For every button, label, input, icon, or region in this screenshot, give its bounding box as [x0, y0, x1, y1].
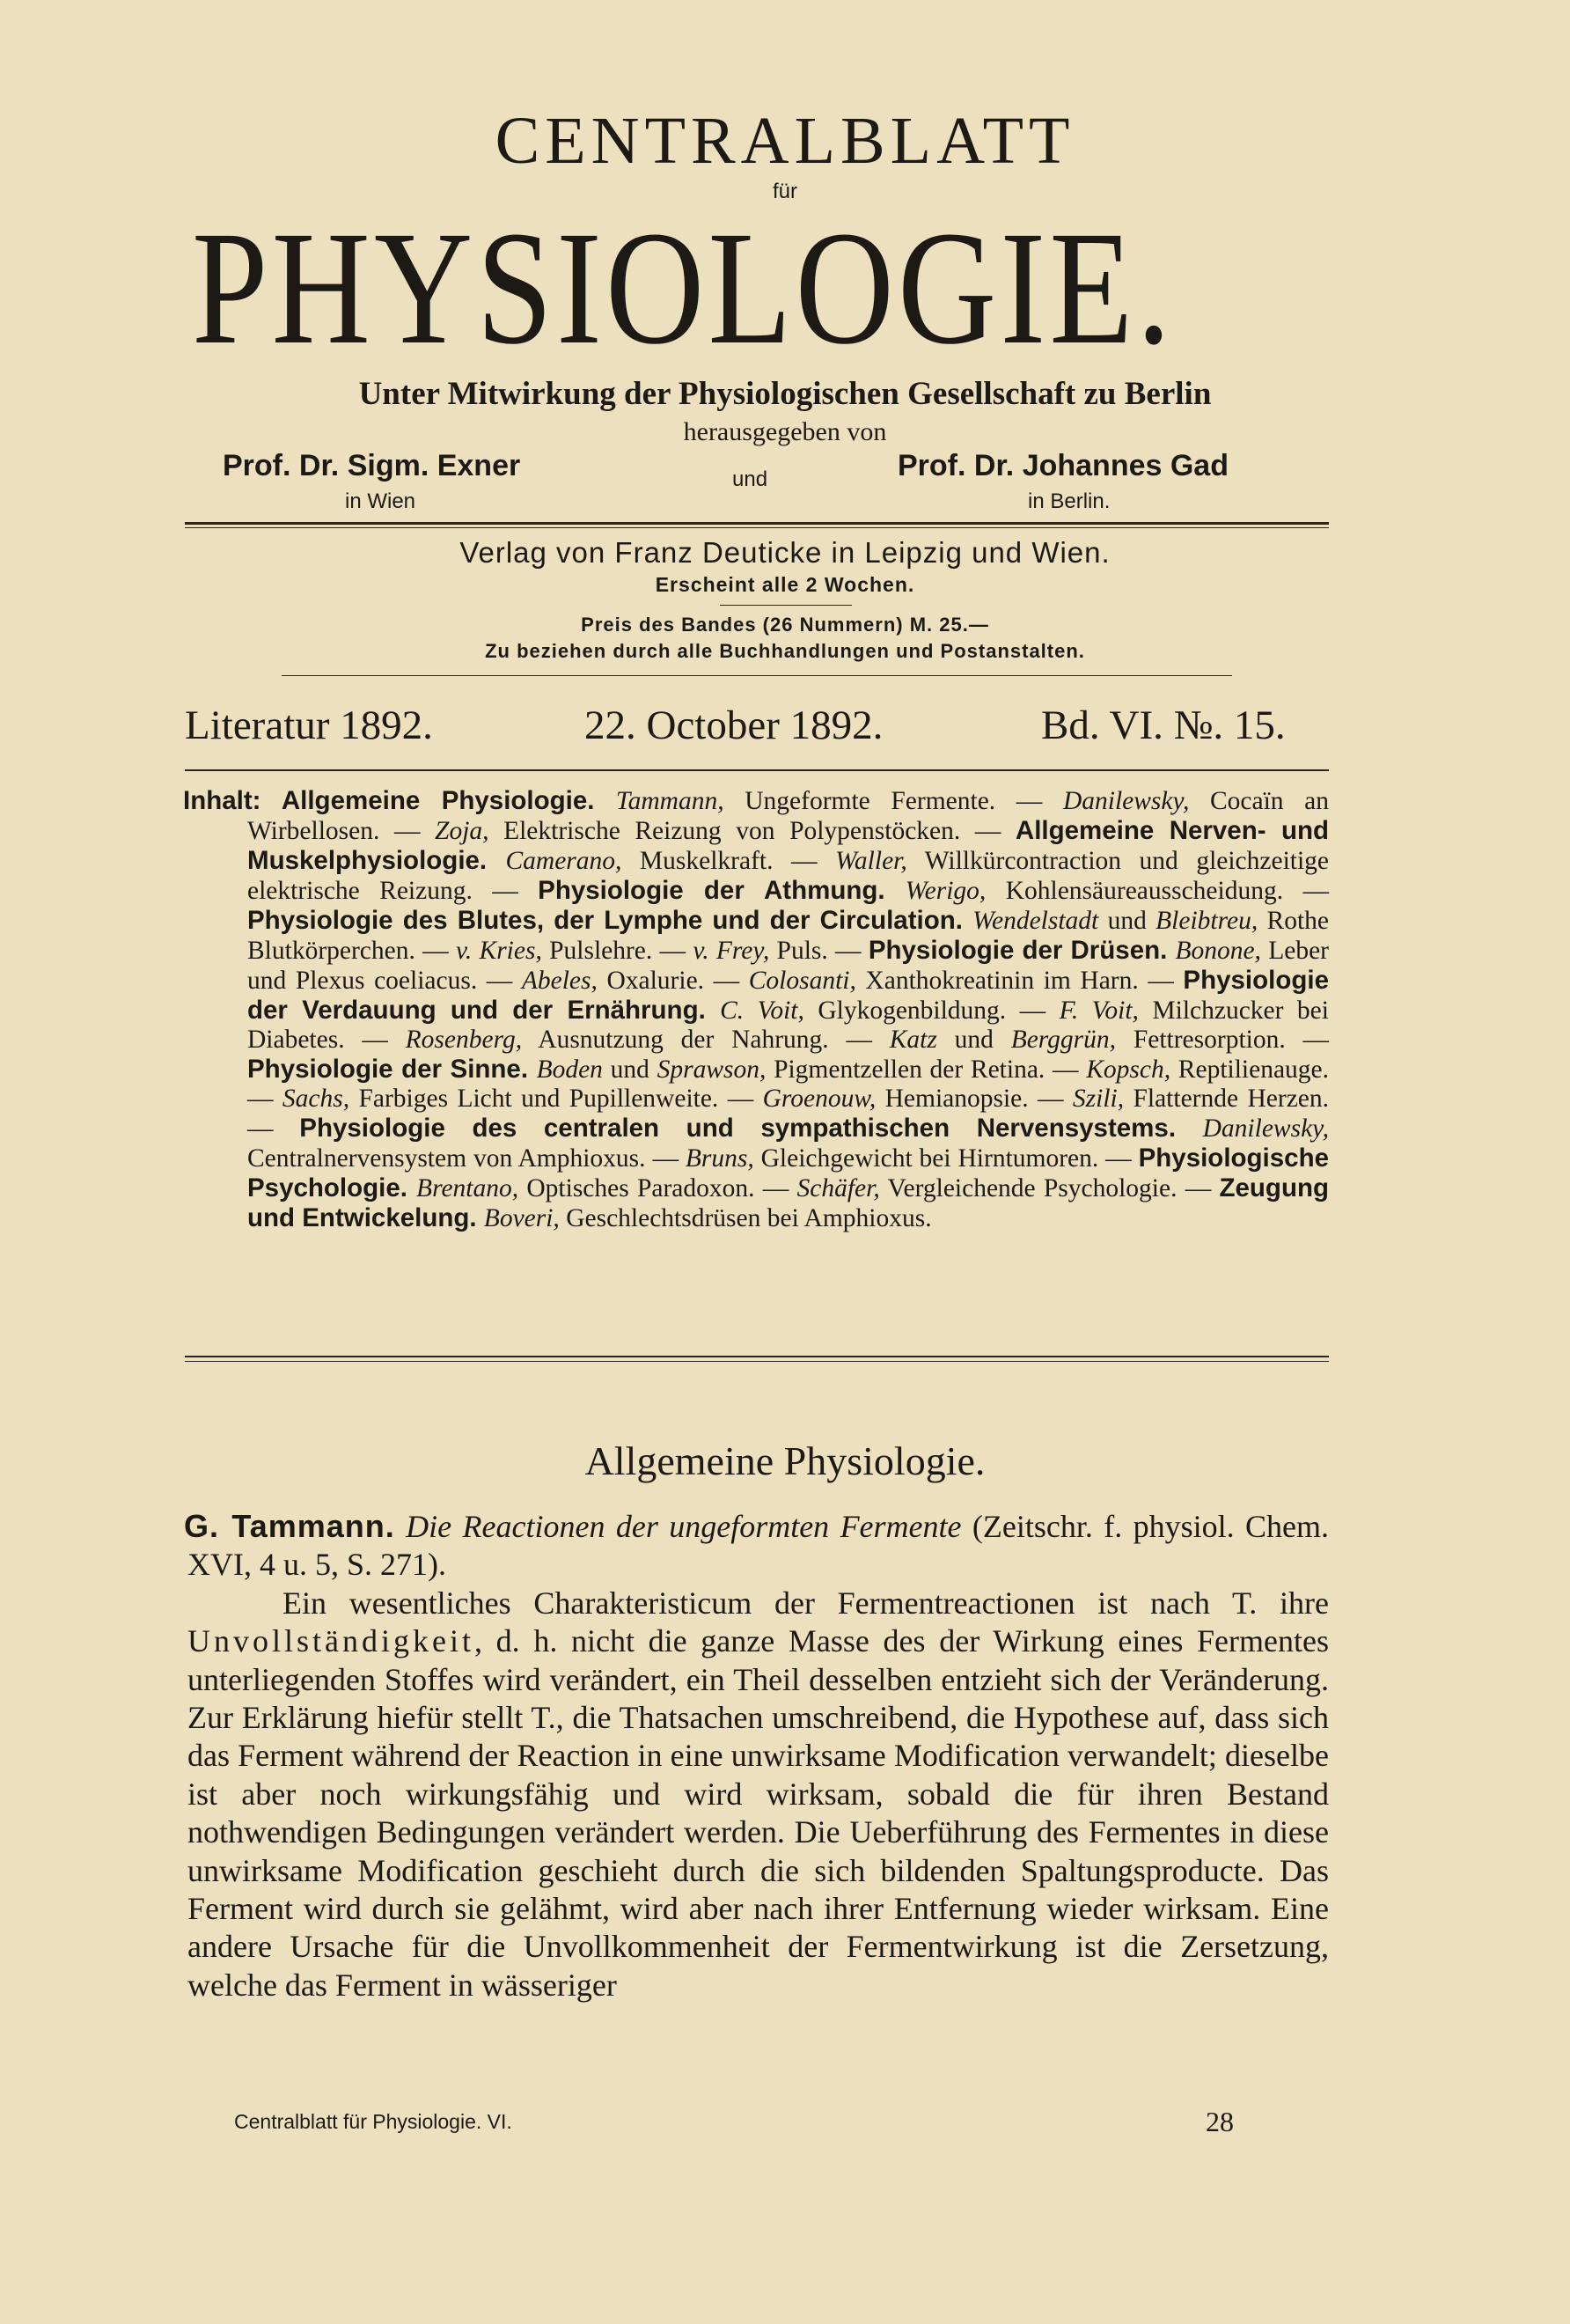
contents-text: und — [1098, 907, 1156, 935]
publisher-rule — [720, 605, 852, 606]
contents-text: Kohlensäureausscheidung. — — [986, 877, 1329, 905]
contents-text: und — [602, 1055, 657, 1084]
contents-section-name: Physiologie des Blutes, der Lymphe und der Circulation. — [247, 906, 973, 935]
und-label: und — [732, 467, 768, 491]
journal-line1: CENTRALBLATT — [495, 104, 1075, 178]
contents-section-name: Zeugung und Entwickelung. — [247, 1173, 1330, 1232]
contents-section-name: Allgemeine Nerven- und Muskelphysiologie. — [247, 816, 1330, 875]
masthead-rule-2 — [185, 527, 1329, 528]
contents-text: Xanthokreatinin im Harn. — — [855, 967, 1184, 995]
contents-text: Leber und Plexus coeliacus. — — [247, 937, 1330, 995]
publication-frequency: Erscheint alle 2 Wochen. — [655, 573, 915, 596]
journal-title — [192, 201, 1336, 377]
article-author: G. Tammann. — [184, 1508, 395, 1544]
editor2-place: in Berlin. — [1028, 489, 1111, 513]
contents-text: Farbiges Licht und Pupillenweite. — — [349, 1085, 763, 1113]
contents-author: Katz — [889, 1026, 937, 1054]
issue-rule — [185, 769, 1329, 771]
contents-author: Szili, — [1072, 1085, 1125, 1113]
publisher-line: Verlag von Franz Deuticke in Leipzig und Wien. — [459, 536, 1111, 569]
editors-intro: herausgegeben von — [683, 417, 887, 446]
contents-text: Hemianopsie. — — [876, 1085, 1073, 1113]
contents-text: Ausnutzung der Nahrung. — — [522, 1026, 890, 1054]
contents-author: Kopsch, — [1086, 1055, 1171, 1084]
article-emphasis: Unvollständigkeit — [187, 1623, 474, 1659]
contents-text: Rothe Blutkörperchen. — — [247, 907, 1330, 965]
contents-text: und — [936, 1026, 1011, 1054]
contents-text: Glykogenbildung. — — [803, 997, 1060, 1025]
contents-author: Camerano, — [505, 847, 622, 875]
contents-rule-1 — [185, 1356, 1329, 1357]
article-body — [184, 1507, 1330, 2004]
publisher-rule-bottom — [282, 675, 1232, 676]
contents-author: Danilewsky, — [1202, 1114, 1330, 1143]
contents-author: Bleibtreu, — [1155, 907, 1258, 935]
contents-author: Rosenberg, — [405, 1026, 523, 1054]
contents-rule-2 — [185, 1361, 1329, 1362]
section-heading: Allgemeine Physiologie. — [584, 1438, 986, 1483]
contents-text: Muskelkraft. — — [621, 847, 836, 875]
contents-author: Abeles, — [521, 967, 598, 995]
contents-paragraph — [183, 786, 1329, 1233]
article-text-b: , d. h. nicht die ganze Masse des der Wirkung eines Fermentes unterliegenden Stoffes wird verändert, ein Theil desselben entzieht sich der Veränderung. Zur Erklärung hiefür stellt T., die Thatsachen umschreibend, die Hypothese auf, dass sich das Ferment während der Reaction in eine unwirksame Modification verwandelt; dieselbe ist aber noch wirkungsfähig und wird wirksam, sobald die für ihren Bestand nothwendigen Bedingungen verändert werden. Die Ueberführung des Fermentes in diese unwirksame Modification geschieht durch die sich bildenden Spaltungsproducte. Das Ferment wird durch sie gelähmt, wird aber nach ihrer Entfernung wieder wirksam. Eine andere Ursache für die Unvollkommenheit der Fermentwirkung ist die Zersetzung, welche das Ferment in wässeriger — [187, 1623, 1329, 2003]
contents-label: Inhalt: — [183, 786, 261, 815]
fur-label: für — [772, 180, 797, 203]
contents-author: Brentano, — [416, 1174, 519, 1202]
editor2-name: Prof. Dr. Johannes Gad — [898, 449, 1229, 482]
masthead-subtitle: Unter Mitwirkung der Physiologischen Gesellschaft zu Berlin — [358, 376, 1212, 412]
contents-section-name: Physiologie der Athmung. — [538, 876, 906, 905]
contents-text: Puls. — — [769, 937, 869, 965]
issue-date: 22. October 1892. — [584, 702, 884, 748]
contents-section-name: Physiologische Psychologie. — [247, 1144, 1329, 1202]
contents-author: Boveri, — [483, 1204, 560, 1232]
contents-text: Pulslehre. — — [541, 937, 693, 965]
editor1-place: in Wien — [345, 489, 416, 513]
issue-volume: Bd. VI. №. 15. — [1041, 702, 1286, 748]
contents-author: Sachs, — [282, 1085, 350, 1113]
contents-text: Milchzucker bei Diabetes. — — [247, 997, 1329, 1054]
contents-entries — [247, 787, 1329, 1232]
contents-text: Oxalurie. — — [597, 967, 749, 995]
contents-section-name: Physiologie der Sinne. — [247, 1055, 537, 1084]
price-line: Preis des Bandes (26 Nummern) M. 25.— — [581, 614, 989, 636]
contents-author: Colosanti, — [748, 967, 856, 995]
contents-author: Schäfer, — [796, 1174, 880, 1202]
contents-text: Reptilienauge. — — [247, 1055, 1330, 1113]
article-citation — [184, 1507, 1330, 1585]
page-number: 28 — [1206, 2106, 1234, 2137]
issue-literatur: Literatur 1892. — [185, 702, 433, 748]
contents-section-name: Physiologie des centralen und sympathischen Nervensystems. — [299, 1114, 1203, 1143]
contents-text: Flatternde Herzen. — — [247, 1085, 1330, 1143]
contents-text: Elektrische Reizung von Polypenstöcken. — — [488, 817, 1016, 845]
contents-text: Pigmentzellen der Retina. — — [766, 1055, 1087, 1084]
article-title: Die Reactionen der ungeformten Fermente — [406, 1509, 962, 1544]
contents-text: Centralnervensystem von Amphioxus. — — [247, 1144, 686, 1173]
journal-title-text: PHYSIOLOGIE. — [192, 201, 1175, 377]
contents-text: Willkürcontraction und gleichzeitige elektrische Reizung. — — [247, 847, 1330, 905]
contents-author: F. Voit, — [1059, 997, 1139, 1025]
contents-author: Zoja, — [435, 817, 489, 845]
contents-section-name: Physiologie der Verdauung und der Ernährung. — [247, 966, 1329, 1025]
masthead-rule-1 — [185, 522, 1329, 525]
contents-text: Geschlechtsdrüsen bei Amphioxus. — [559, 1204, 932, 1232]
contents-text: Gleichgewicht bei Hirntumoren. — — [753, 1144, 1139, 1173]
contents-text: Fettresorption. — — [1116, 1026, 1329, 1054]
contents-author: Berggrün, — [1010, 1026, 1117, 1054]
contents-author: Waller, — [835, 847, 907, 875]
contents-author: Bonone, — [1175, 937, 1261, 965]
contents-author: Boden — [536, 1055, 603, 1084]
contents-author: Sprawson, — [657, 1055, 767, 1084]
contents-text: Vergleichende Psychologie. — — [879, 1174, 1220, 1202]
article-paragraph — [187, 1585, 1329, 2004]
contents-author: Wendelstadt — [972, 907, 1099, 935]
contents-author: Danilewsky, — [1062, 787, 1190, 815]
contents-author: v. Frey, — [693, 937, 770, 965]
contents-author: Bruns, — [685, 1144, 754, 1173]
contents-block — [183, 786, 1329, 1233]
footer-journal: Centralblatt für Physiologie. VI. — [234, 2110, 512, 2133]
contents-author: C. Voit, — [720, 997, 804, 1025]
contents-section-name: Allgemeine Physiologie. — [260, 786, 616, 815]
contents-text: Optisches Paradoxon. — — [518, 1174, 797, 1202]
contents-author: Werigo, — [905, 877, 987, 905]
contents-section-name: Physiologie der Drüsen. — [868, 936, 1176, 965]
contents-author: Groenouw, — [762, 1085, 877, 1113]
editor1-name: Prof. Dr. Sigm. Exner — [223, 449, 521, 482]
contents-author: v. Kries, — [455, 937, 542, 965]
contents-text: Ungeformte Fermente. — — [723, 787, 1063, 815]
contents-author: Tammann, — [615, 787, 724, 815]
distribution-line: Zu beziehen durch alle Buchhandlungen und Postanstalten. — [485, 640, 1085, 662]
article-source: (Zeitschr. f. physiol. Chem. XVI, 4 u. 5, S. 271). — [187, 1509, 1330, 1583]
article-text-a: Ein wesentliches Charakteristicum der Fermentreactionen ist nach T. ihre — [282, 1585, 1329, 1621]
contents-text: Cocaïn an Wirbellosen. — — [247, 787, 1329, 845]
